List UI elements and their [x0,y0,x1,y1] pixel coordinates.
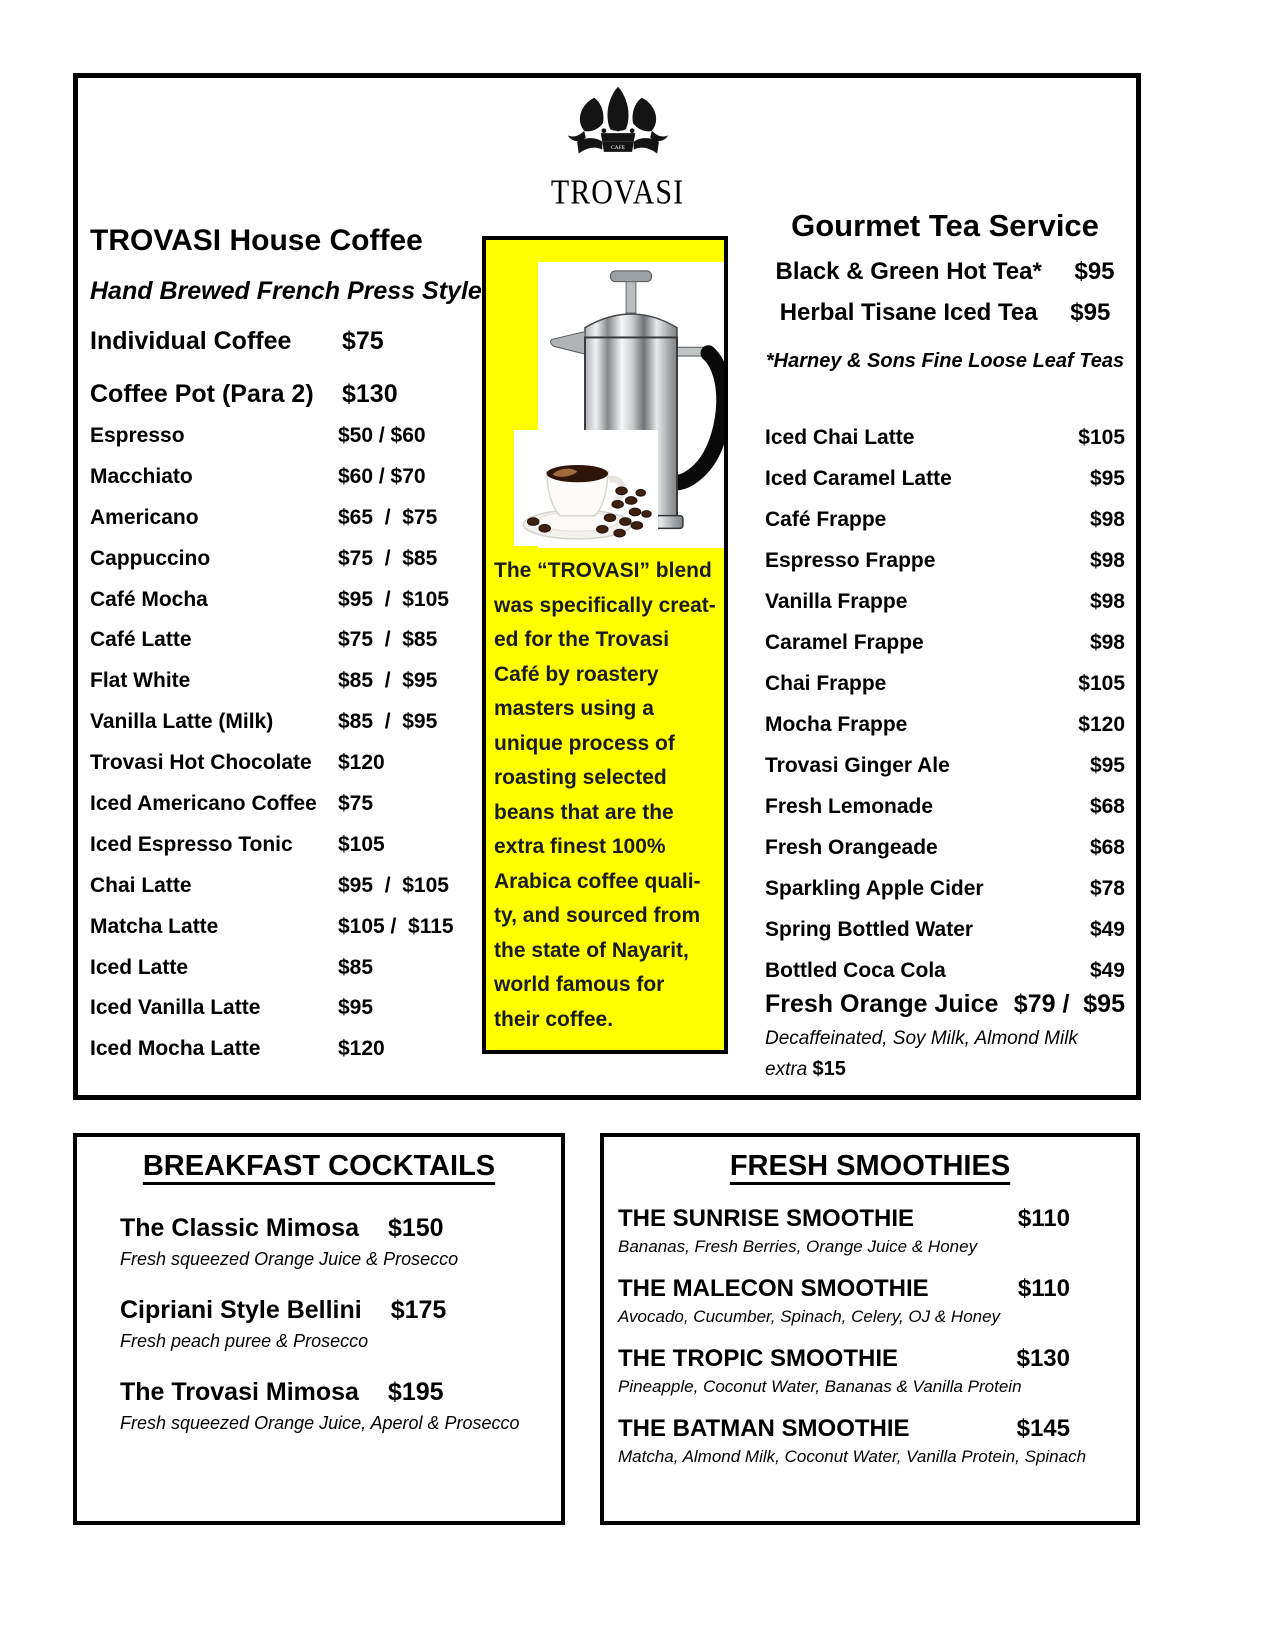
menu-item-row [765,631,1125,672]
item-price: $98 [1089,549,1125,572]
menu-item-row [90,1037,490,1078]
item-name: Cipriani Style Bellini [120,1296,362,1324]
item-price: $68 [1089,795,1125,818]
smoothie-name-row [618,1415,1070,1443]
menu-item-row [765,713,1125,754]
blend-description [494,559,720,1042]
item-name: THE TROPIC SMOOTHIE [618,1345,899,1372]
blend-text-line: was specifically creat- [494,593,716,617]
item-price: $95 / $105 [338,873,449,897]
item-price: $75 [342,327,384,355]
menu-item-row [90,669,490,710]
cocktails-list [120,1214,550,1460]
cocktail-item [120,1214,550,1270]
cocktail-name-row [120,1214,550,1243]
coffee-cup-image [514,430,658,546]
smoothie-item [618,1415,1123,1467]
menu-item-row [90,327,490,380]
item-description: Fresh squeezed Orange Juice, Aperol & Prosecco [120,1413,520,1433]
item-name: Herbal Tisane Iced Tea [779,299,1038,326]
item-name: Mocha Frappe [765,713,908,736]
blend-text-line: masters using a [494,697,654,720]
menu-item-row [765,877,1125,918]
item-price: $68 [1089,836,1125,859]
smoothie-item [618,1205,1123,1257]
blend-text-line: their coffee. [494,1007,614,1031]
item-price: $95 [338,996,374,1020]
smoothie-name-row [618,1205,1070,1233]
item-price: $95 [1089,754,1125,777]
item-description: Avocado, Cucumber, Spinach, Celery, OJ & Honey [618,1307,1001,1326]
item-name: Black & Green Hot Tea* [775,258,1042,285]
item-name: Fresh Orange Juice [765,990,999,1018]
menu-item-row [765,795,1125,836]
item-price: $175 [390,1296,447,1324]
item-price: $150 [387,1214,444,1242]
item-description: Fresh peach puree & Prosecco [120,1331,369,1351]
blend-text-line: The “TROVASI” blend [494,559,712,582]
house-coffee-featured-list [90,327,490,433]
item-name: Spring Bottled Water [765,918,974,941]
menu-item-row [765,467,1125,508]
item-price: $95 [1070,299,1111,326]
orange-juice-row [765,990,1125,1019]
menu-item-row [90,833,490,874]
blend-text-line: world famous for [494,973,665,996]
house-coffee-title: TROVASI House Coffee [90,224,423,257]
item-name: Iced Mocha Latte [90,1037,261,1061]
smoothie-name-row [618,1275,1070,1303]
item-name: Coffee Pot (Para 2) [90,380,314,408]
item-price: $105 / $115 [338,914,454,938]
menu-item-row [765,508,1125,549]
menu-item-row [765,549,1125,590]
blend-text-line: the state of Nayarit, [494,938,689,962]
item-price: $95 [1074,258,1115,285]
item-name: THE SUNRISE SMOOTHIE [618,1205,915,1232]
feathers-crest-icon [563,84,673,168]
trovasi-logo [535,84,700,212]
item-name: Fresh Orangeade [765,836,938,859]
blend-text-line: Arabica coffee quali- [494,869,701,893]
item-price: $130 [1016,1345,1070,1372]
tea-drinks-list [765,426,1125,1000]
item-name: THE MALECON SMOOTHIE [618,1275,929,1302]
menu-item-row [90,628,490,669]
item-name: Trovasi Ginger Ale [765,754,950,777]
item-price: $98 [1089,590,1125,613]
item-name: Fresh Lemonade [765,795,934,818]
smoothie-item [618,1345,1123,1397]
brand-name: TROVASI [550,173,685,212]
menu-item-row [90,956,490,997]
tea-headline-row [760,299,1130,340]
item-description: Fresh squeezed Orange Juice & Prosecco [120,1249,459,1269]
cocktail-name-row [120,1378,550,1407]
extra-charge-row [765,1058,846,1081]
blend-text-line: extra finest 100% [494,835,666,858]
extra-label: extra [765,1059,808,1080]
blend-text-line: ty, and sourced from [494,904,701,927]
item-price: $85 / $95 [338,669,438,693]
blend-text-line: beans that are the [494,800,674,824]
item-name: Flat White [90,669,191,693]
item-name: The Trovasi Mimosa [120,1378,359,1406]
item-price: $75 / $85 [338,546,438,570]
item-price: $65 / $75 [338,505,438,529]
cocktail-item [120,1296,550,1352]
item-price: $49 [1089,959,1125,982]
item-description: Bananas, Fresh Berries, Orange Juice & Honey [618,1237,978,1256]
menu-item-row [90,792,490,833]
item-price: $95 / $105 [338,587,449,611]
menu-item-row [765,918,1125,959]
item-name: Café Mocha [90,587,208,611]
item-price: $95 [1089,467,1125,490]
svg-text:CAFE: CAFE [610,144,625,151]
house-coffee-subtitle: Hand Brewed French Press Style [90,277,482,305]
item-name: Iced Chai Latte [765,426,915,449]
menu-item-row [90,751,490,792]
blend-text-line: unique process of [494,731,675,755]
item-name: Vanilla Latte (Milk) [90,710,274,734]
milk-options-note: Decaffeinated, Soy Milk, Almond Milk [765,1028,1078,1049]
item-name: Macchiato [90,464,193,488]
item-price: $75 [338,792,374,816]
item-price: $98 [1089,631,1125,654]
item-name: Café Latte [90,628,192,652]
item-description: Matcha, Almond Milk, Coconut Water, Vanilla Protein, Spinach [618,1447,1087,1466]
item-name: Iced Americano Coffee [90,792,317,816]
item-price: $78 [1089,877,1125,900]
item-price: $105 [338,832,385,856]
menu-item-row [90,506,490,547]
extra-price: $15 [812,1058,846,1080]
cocktail-item [120,1378,550,1434]
item-price: $120 [338,1037,385,1061]
item-name: Americano [90,505,199,529]
item-price: $195 [387,1378,444,1406]
item-price: $120 [338,751,385,775]
item-name: Caramel Frappe [765,631,924,654]
menu-item-row [765,426,1125,467]
item-name: Individual Coffee [90,327,292,355]
item-name: Iced Latte [90,955,189,979]
item-name: Chai Latte [90,873,192,897]
menu-item-row [765,672,1125,713]
smoothies-list [618,1205,1123,1485]
item-price: $85 [338,955,374,979]
item-price: $98 [1089,508,1125,531]
item-name: Matcha Latte [90,914,219,938]
tea-headline-list [760,258,1130,340]
menu-item-row [90,424,490,465]
blend-text-line: ed for the Trovasi [494,628,670,651]
coffee-cup-icon [514,430,658,546]
smoothie-item [618,1275,1123,1327]
item-name: The Classic Mimosa [120,1214,359,1242]
item-price: $60 / $70 [338,464,426,488]
tea-headline-row [760,258,1130,299]
item-description: Pineapple, Coconut Water, Bananas & Vanilla Protein [618,1377,1022,1396]
item-price: $130 [342,380,398,408]
smoothie-name-row [618,1345,1070,1373]
item-price: $110 [1017,1275,1070,1302]
menu-item-row [90,874,490,915]
item-name: Cappuccino [90,546,211,570]
menu-item-row [90,710,490,751]
menu-item-row [90,588,490,629]
item-name: Iced Vanilla Latte [90,996,261,1020]
tea-footnote: *Harney & Sons Fine Loose Leaf Teas [765,350,1125,372]
item-price: $75 / $85 [338,628,438,652]
menu-item-row [90,547,490,588]
item-price: $50 / $60 [338,424,426,447]
item-price: $110 [1017,1205,1070,1232]
menu-item-row [90,996,490,1037]
blend-text-line: roasting selected [494,766,667,789]
item-price: $79 / $95 [1013,990,1125,1018]
item-price: $85 / $95 [338,710,438,734]
menu-item-row [765,590,1125,631]
item-name: Sparkling Apple Cider [765,877,984,900]
item-price: $145 [1016,1415,1070,1442]
item-name: Chai Frappe [765,672,887,695]
fresh-smoothies-title: FRESH SMOOTHIES [729,1150,1011,1182]
blend-text-line: Café by roastery [494,662,659,686]
menu-item-row [90,465,490,506]
item-name: Iced Espresso Tonic [90,832,293,856]
item-price: $105 [1078,672,1125,695]
cocktail-name-row [120,1296,550,1325]
tea-service-title: Gourmet Tea Service [791,208,1099,243]
house-coffee-list [90,424,490,1078]
menu-item-row [90,915,490,956]
breakfast-cocktails-title: BREAKFAST COCKTAILS [142,1150,496,1182]
item-name: Bottled Coca Cola [765,959,946,982]
item-name: Trovasi Hot Chocolate [90,751,312,775]
item-name: THE BATMAN SMOOTHIE [618,1415,910,1442]
item-price: $120 [1078,713,1125,736]
item-name: Vanilla Frappe [765,590,908,613]
item-name: Café Frappe [765,508,887,531]
item-name: Espresso Frappe [765,549,936,572]
item-price: $105 [1078,426,1125,449]
menu-item-row [765,836,1125,877]
item-price: $49 [1089,918,1125,941]
item-name: Espresso [90,424,185,447]
item-name: Iced Caramel Latte [765,467,952,490]
menu-item-row [765,754,1125,795]
